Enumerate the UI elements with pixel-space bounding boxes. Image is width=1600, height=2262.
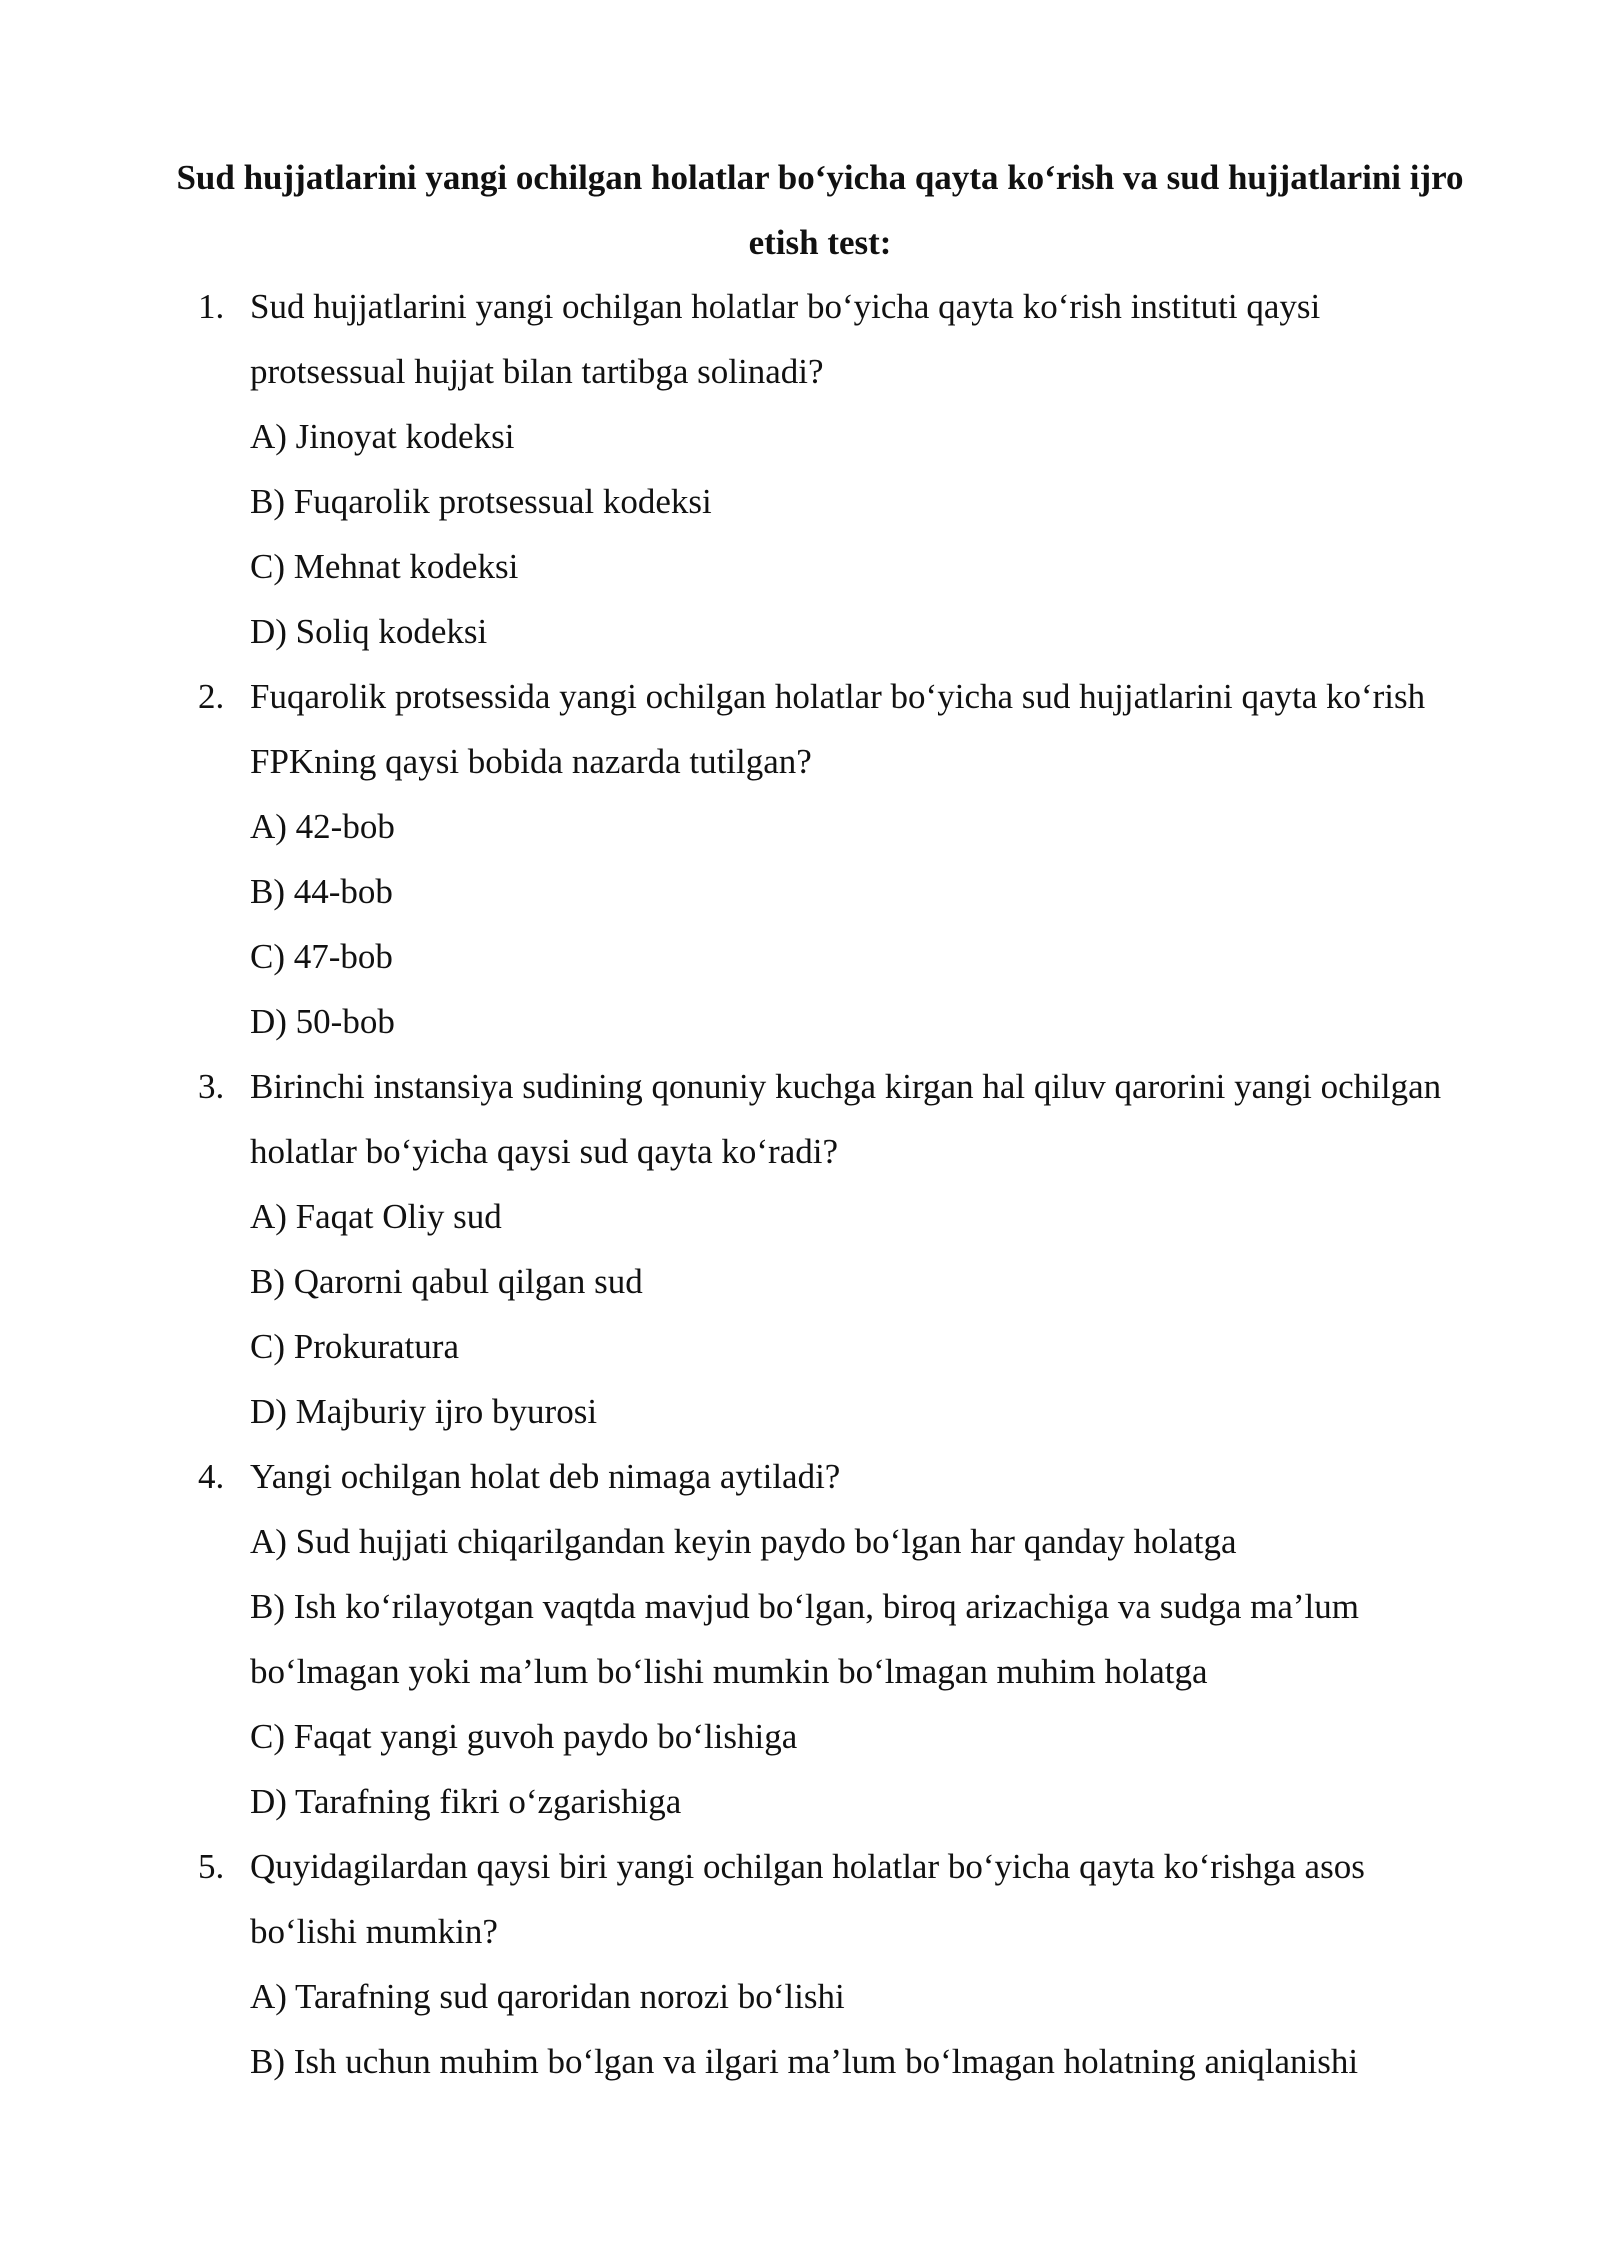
question-item: [0, 1834, 1600, 2094]
question-text: Yangi ochilgan holat deb nimaga aytiladi?: [250, 1457, 841, 1496]
question-item: [0, 664, 1600, 1054]
answer-option-a: A) 42-bob: [250, 807, 395, 846]
answer-options: [0, 1509, 1600, 1834]
answer-options: [0, 794, 1600, 1054]
answer-option-a: A) Tarafning sud qaroridan norozi bo‘lishi: [250, 1977, 845, 2016]
answer-option-a: A) Sud hujjati chiqarilgandan keyin paydo bo‘lgan har qanday holatga: [250, 1522, 1237, 1561]
answer-option-d: D) Tarafning fikri o‘zgarishiga: [250, 1782, 682, 1821]
question-number: 5.: [198, 1847, 225, 1886]
question-number: 1.: [198, 287, 225, 326]
answer-option-d: D) 50-bob: [250, 1002, 395, 1041]
answer-option-b: B) Ish uchun muhim bo‘lgan va ilgari ma’lum bo‘lmagan holatning aniqlanishi: [250, 2042, 1359, 2081]
answer-option-b: B) Fuqarolik protsessual kodeksi: [250, 482, 712, 521]
question-list: [0, 274, 1600, 2094]
answer-option-d: D) Soliq kodeksi: [250, 612, 488, 651]
question-item: [0, 274, 1600, 664]
answer-option-d: D) Majburiy ijro byurosi: [250, 1392, 598, 1431]
answer-options: [0, 1184, 1600, 1444]
answer-option-b: B) Ish ko‘rilayotgan vaqtda mavjud bo‘lgan, biroq arizachiga va sudga ma’lum bo‘lmagan yoki ma’lum bo‘lishi mumkin bo‘lmagan muhim holatga: [250, 1587, 1359, 1691]
answer-option-a: A) Jinoyat kodeksi: [250, 417, 515, 456]
answer-option-b: B) Qarorni qabul qilgan sud: [250, 1262, 643, 1301]
question-item: [0, 1054, 1600, 1444]
question-number: 4.: [198, 1457, 225, 1496]
answer-option-c: C) Prokuratura: [250, 1327, 459, 1366]
question-item: [0, 1444, 1600, 1834]
question-number: 2.: [198, 677, 225, 716]
document-title: Sud hujjatlarini yangi ochilgan holatlar bo‘yicha qayta ko‘rish va sud hujjatlarini ijro etish test:: [176, 158, 1464, 262]
answer-options: [0, 1964, 1600, 2094]
answer-options: [0, 404, 1600, 664]
question-text: Quyidagilardan qaysi biri yangi ochilgan holatlar bo‘yicha qayta ko‘rishga asos bo‘lishi mumkin?: [250, 1847, 1365, 1951]
question-text: Fuqarolik protsessida yangi ochilgan holatlar bo‘yicha sud hujjatlarini qayta ko‘rish FPKning qaysi bobida nazarda tutilgan?: [250, 677, 1426, 781]
answer-option-c: C) Faqat yangi guvoh paydo bo‘lishiga: [250, 1717, 798, 1756]
answer-option-b: B) 44-bob: [250, 872, 393, 911]
answer-option-c: C) Mehnat kodeksi: [250, 547, 519, 586]
answer-option-c: C) 47-bob: [250, 937, 393, 976]
answer-option-a: A) Faqat Oliy sud: [250, 1197, 502, 1236]
question-text: Sud hujjatlarini yangi ochilgan holatlar bo‘yicha qayta ko‘rish instituti qaysi protsessual hujjat bilan tartibga solinadi?: [250, 287, 1321, 391]
question-number: 3.: [198, 1067, 225, 1106]
question-text: Birinchi instansiya sudining qonuniy kuchga kirgan hal qiluv qarorini yangi ochilgan holatlar bo‘yicha qaysi sud qayta ko‘radi?: [250, 1067, 1442, 1171]
